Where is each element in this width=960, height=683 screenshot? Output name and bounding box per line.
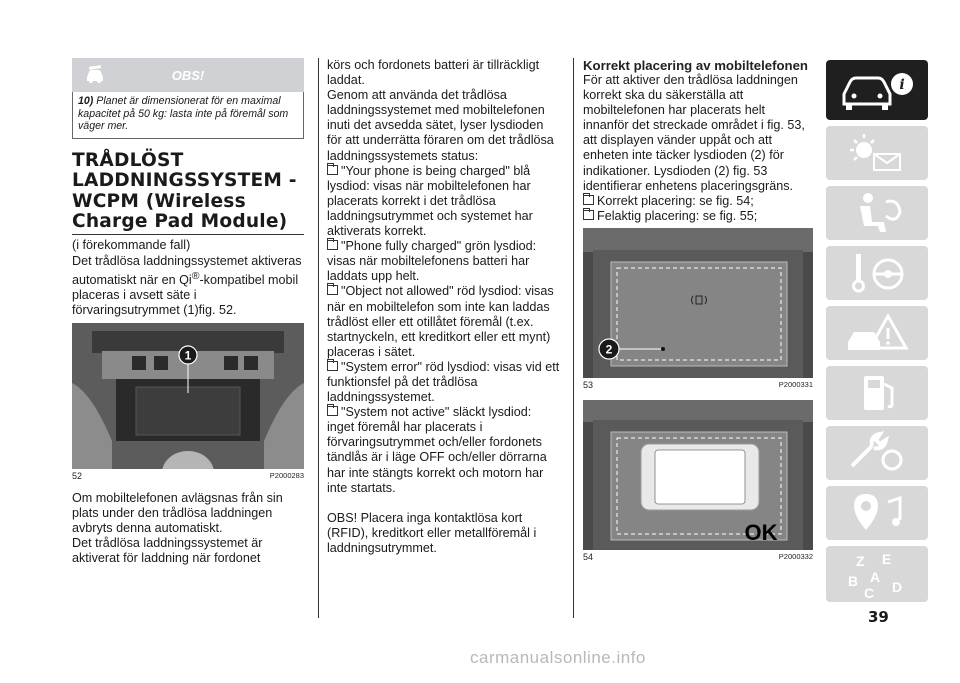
led-status-object — [327, 284, 561, 359]
key-steering-wheel-icon — [826, 246, 928, 300]
figure-54-ok-label: OK — [744, 519, 778, 545]
placement-paragraph: För att aktiver den trådlösa laddningen korrekt ska du säkerställa att mobiltelefonen har placerats helt innanför det streckade området i fig. 53, att displayen vänder uppåt och att enheten inte täcker lysdioden (2) för indikationer. Lysdioden (2) fig. 53 identifierar enhetens placeringsgräns. — [583, 73, 805, 193]
figure-54-code: P2000332 — [778, 551, 813, 561]
led-status-green-text: "Phone fully charged" grön lysdiod: visas när mobiltelefonens batteri har laddats upp helt. — [327, 239, 537, 284]
charge-condition-paragraph: körs och fordonets batteri är tillräckligt laddat. — [327, 58, 540, 88]
column-divider-1 — [318, 58, 319, 618]
figure-52-code: P2000283 — [269, 471, 304, 481]
figure-53-caption — [583, 380, 813, 390]
figure-52-callout: 1 — [184, 348, 192, 363]
bullet-icon — [583, 195, 594, 205]
chapter-tab-lights[interactable] — [826, 126, 928, 180]
car-info-icon — [826, 60, 928, 120]
column-3 — [583, 58, 813, 562]
obs-box-body — [72, 92, 304, 139]
crash-warning-icon — [826, 306, 928, 360]
obs-box-header — [72, 58, 304, 92]
figure-53-callout: 2 — [605, 342, 613, 357]
intro-text-b: -kompatibel mobil placeras i avsett säte i förvaringsutrymmet (1)fig. 52. — [72, 272, 299, 317]
removal-paragraph: Om mobiltelefonen avlägsnas från sin plats under den trådlösa laddningen avbryts denna automatiskt. — [72, 491, 283, 536]
activation-paragraph: Det trådlösa laddningssystemet är aktiverat för laddning när fordonet — [72, 536, 263, 566]
column-2 — [327, 58, 561, 556]
chapter-tab-starting[interactable] — [826, 246, 928, 300]
seat-airbag-icon — [826, 186, 928, 240]
bullet-icon — [583, 210, 594, 220]
obs-box-text: Planet är dimensionerat för en maximal kapacitet på 50 kg: lasta inte på föremål som väger mer. — [78, 95, 289, 133]
led-status-error-text: "System error" röd lysdiod: visas vid ett funktionsfel på det trådlösa laddningssystemet. — [327, 359, 560, 405]
placement-incorrect-text: Felaktig placering: se fig. 55; — [597, 208, 758, 223]
figure-52-image — [72, 323, 304, 469]
bullet-icon — [327, 240, 338, 250]
led-status-blue — [327, 164, 561, 239]
led-status-inactive — [327, 405, 561, 496]
figure-52 — [72, 323, 304, 469]
navigation-music-icon — [826, 486, 928, 540]
svg-text:Z: Z — [856, 553, 865, 569]
figure-53-code: P2000331 — [778, 379, 813, 389]
maintenance-wrench-icon — [826, 426, 928, 480]
chapter-tab-emergency[interactable] — [826, 306, 928, 360]
chapter-tab-multimedia[interactable] — [826, 486, 928, 540]
figure-54-number: 54 — [583, 551, 594, 562]
led-status-object-text: "Object not allowed" röd lysdiod: visas när en mobiltelefon som inte kan laddas trådlöst eller ett otillåtet föremål (t.ex. startnyckeln, ett kreditkort eller ett mynt) placeras i sätet. — [327, 284, 554, 359]
led-status-intro: Genom att använda det trådlösa laddningssystemet med mobiltelefonen inuti det avsedda sätet, lyser lysdioden för att underrätta föraren om det trådlösa laddningssystemets status: — [327, 88, 554, 163]
svg-text:C: C — [864, 585, 875, 601]
section-title: TRÅDLÖST LADDNINGSSYSTEM - WCPM (Wireless Charge Pad Module) — [72, 151, 304, 236]
intro-text-a: Det trådlösa laddningssystemet aktiveras automatiskt när en Qi — [72, 253, 302, 287]
bullet-icon — [327, 406, 338, 416]
qi-registered-mark: ® — [191, 269, 200, 282]
watermark: carmanualsonline.info — [470, 648, 646, 667]
chapter-tab-safety[interactable] — [826, 186, 928, 240]
placement-correct — [583, 194, 813, 209]
index-letters-icon — [826, 546, 928, 602]
svg-text:E: E — [882, 551, 892, 567]
led-status-green — [327, 239, 561, 284]
svg-text:i: i — [899, 77, 905, 93]
figure-54-caption — [583, 552, 813, 562]
page-number: 39 — [868, 608, 889, 626]
sun-envelope-icon — [826, 126, 928, 180]
figure-52-caption — [72, 471, 304, 481]
bullet-icon — [327, 165, 338, 175]
placement-heading: Korrekt placering av mobiltelefonen — [583, 58, 808, 73]
svg-text:D: D — [892, 579, 903, 595]
led-status-error — [327, 360, 561, 405]
bullet-icon — [327, 361, 338, 371]
obs-box-ref: 10) — [78, 95, 94, 107]
chapter-tab-maintenance[interactable] — [826, 426, 928, 480]
placement-correct-text: Korrekt placering: se fig. 54; — [597, 193, 754, 208]
figure-54-image — [583, 400, 813, 550]
svg-text:B: B — [848, 573, 859, 589]
chapter-tab-car-info[interactable] — [826, 60, 928, 120]
obs-rfid-paragraph: OBS! Placera inga kontaktlösa kort (RFID), kreditkort eller metallföremål i laddningsutrymmet. — [327, 510, 537, 555]
svg-text:A: A — [870, 569, 881, 585]
figure-53-image — [583, 228, 813, 378]
figure-53-number: 53 — [583, 379, 594, 390]
warning-car-icon — [84, 64, 106, 86]
figure-52-number: 52 — [72, 471, 83, 482]
intro-availability: (i förekommande fall) — [72, 238, 191, 253]
fuel-pump-icon — [826, 366, 928, 420]
figure-53 — [583, 228, 813, 378]
placement-incorrect — [583, 209, 813, 224]
bullet-icon — [327, 285, 338, 295]
chapter-tab-fuel[interactable] — [826, 366, 928, 420]
led-status-inactive-text: "System not active" släckt lysdiod: inget föremål har placerats i förvaringsutrymmet och/eller fordonets tändlås är i läge OFF och/eller dörrarna har inte stängts korrekt och motorn har inte startats. — [327, 405, 547, 495]
obs-box-title: OBS! — [171, 67, 205, 83]
chapter-tab-index[interactable] — [826, 546, 928, 602]
column-1 — [72, 58, 304, 567]
figure-54 — [583, 400, 813, 550]
intro-paragraph — [72, 254, 304, 319]
led-status-blue-text: "Your phone is being charged" blå lysdiod: visas när mobiltelefonen har placerats korrekt i det trådlösa laddningsutrymmet och systemet har aktiverats korrekt. — [327, 163, 533, 239]
column-divider-2 — [573, 58, 574, 618]
